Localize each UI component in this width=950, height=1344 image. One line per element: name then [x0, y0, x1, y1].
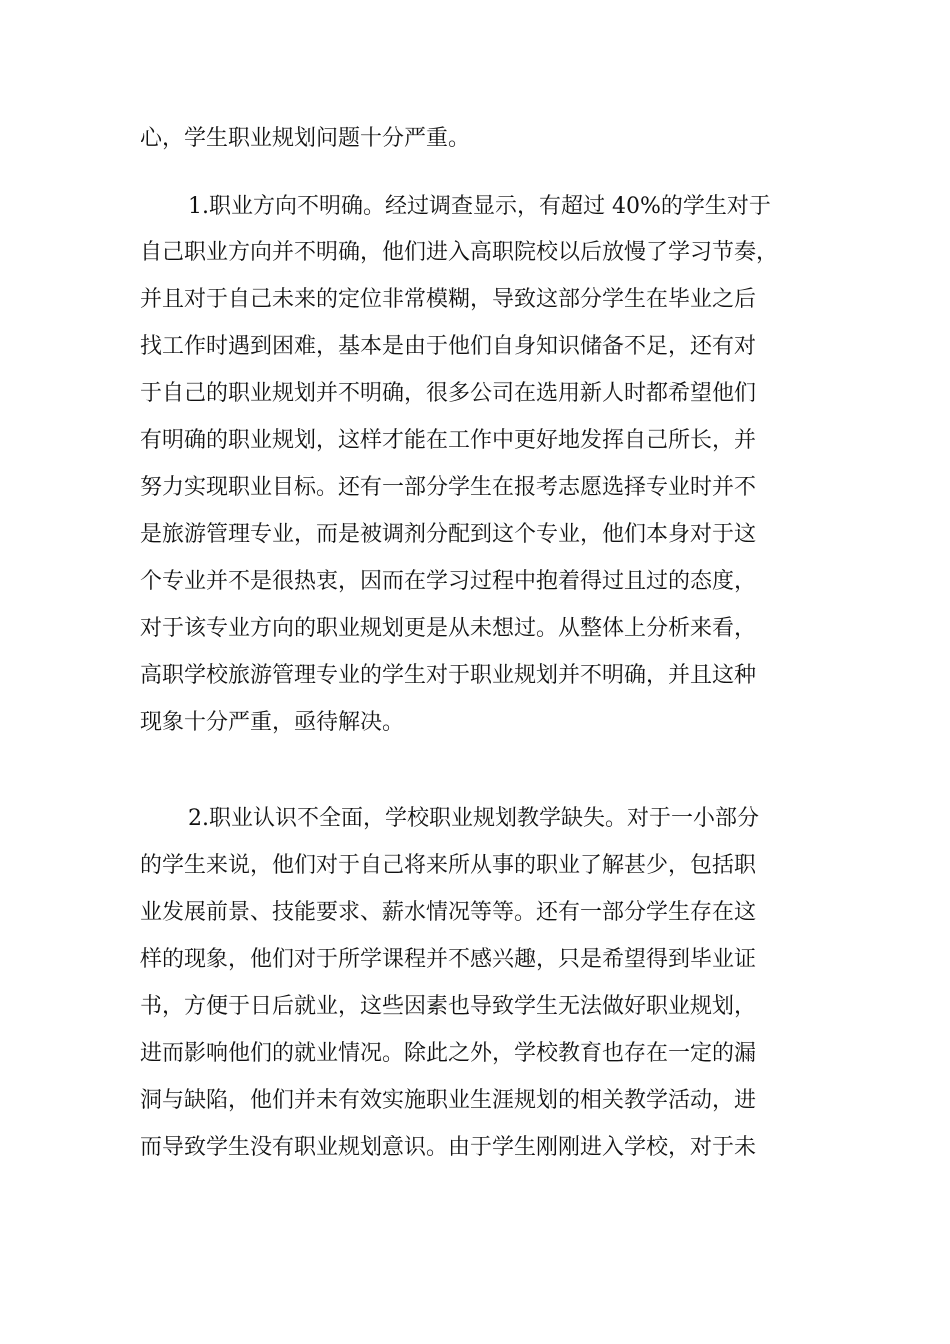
text-line: 书，方便于日后就业，这些因素也导致学生无法做好职业规划， [140, 994, 757, 1019]
text-line: 进而影响他们的就业情况。除此之外，学校教育也存在一定的漏 [140, 1041, 757, 1066]
text-line: 并且对于自己未来的定位非常模糊，导致这部分学生在毕业之后 [140, 287, 757, 312]
text-line: 于自己的职业规划并不明确，很多公司在选用新人时都希望他们 [140, 381, 757, 406]
text-line: 是旅游管理专业，而是被调剂分配到这个专业，他们本身对于这 [140, 522, 757, 547]
paragraph-2-heading-line: 2.职业认识不全面，学校职业规划教学缺失。对于一小部分 [188, 806, 759, 831]
text-line: 现象十分严重，亟待解决。 [140, 710, 405, 735]
text-line: 对于该专业方向的职业规划更是从未想过。从整体上分析来看， [140, 616, 757, 641]
text-line: 找工作时遇到困难，基本是由于他们自身知识储备不足，还有对 [140, 334, 757, 359]
text-line: 个专业并不是很热衷，因而在学习过程中抱着得过且过的态度， [140, 569, 757, 594]
text-line: 洞与缺陷，他们并未有效实施职业生涯规划的相关教学活动，进 [140, 1088, 757, 1113]
text-line: 有明确的职业规划，这样才能在工作中更好地发挥自己所长，并 [140, 428, 757, 453]
text-line: 高职学校旅游管理专业的学生对于职业规划并不明确，并且这种 [140, 663, 757, 688]
text-line: 自己职业方向并不明确，他们进入高职院校以后放慢了学习节奏， [140, 240, 779, 265]
text-line: 心，学生职业规划问题十分严重。 [140, 126, 471, 151]
text-line: 而导致学生没有职业规划意识。由于学生刚刚进入学校，对于未 [140, 1135, 757, 1160]
text-line: 努力实现职业目标。还有一部分学生在报考志愿选择专业时并不 [140, 475, 757, 500]
paragraph-1-heading-line: 1.职业方向不明确。经过调查显示，有超过 40%的学生对于 [188, 194, 771, 219]
text-line: 样的现象，他们对于所学课程并不感兴趣，只是希望得到毕业证 [140, 947, 757, 972]
text-line: 的学生来说，他们对于自己将来所从事的职业了解甚少，包括职 [140, 853, 757, 878]
text-line: 业发展前景、技能要求、薪水情况等等。还有一部分学生存在这 [140, 900, 757, 925]
